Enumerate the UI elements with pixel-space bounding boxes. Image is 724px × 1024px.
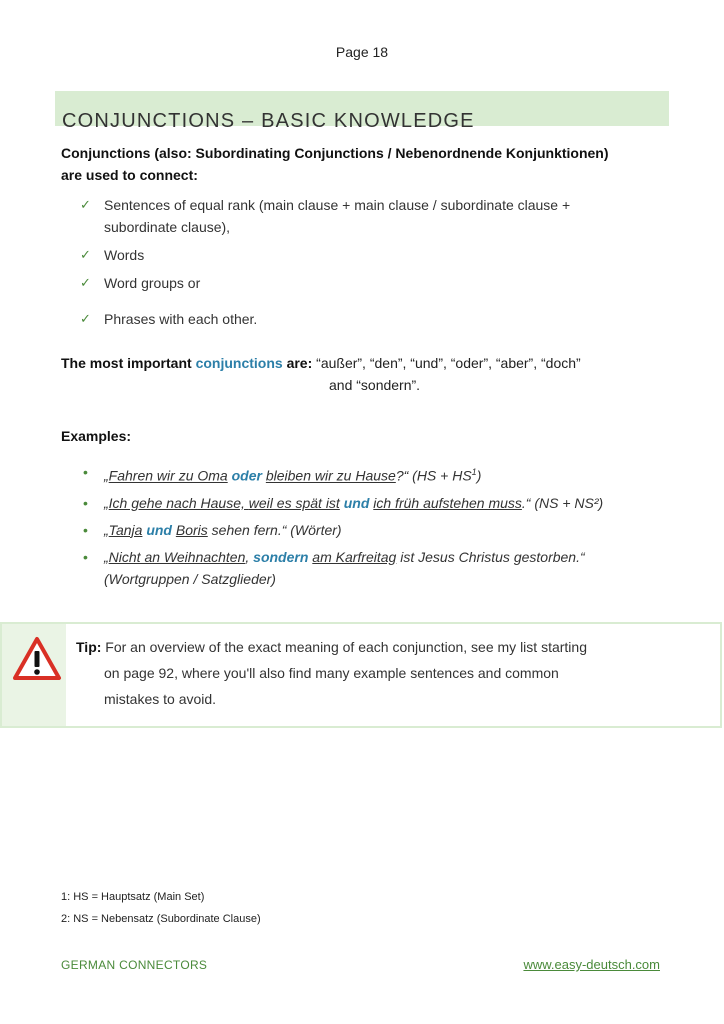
example-conjunction: oder — [231, 467, 262, 484]
footer-website-link[interactable]: www.easy-deutsch.com — [523, 957, 660, 972]
example-tail: .“ (NS + NS²) — [521, 494, 604, 511]
example-conjunction: und — [343, 494, 370, 511]
check-icon: ✓ — [80, 197, 91, 212]
tip-line-3: mistakes to avoid. — [104, 691, 217, 707]
intro-line-1: Conjunctions (also: Subordinating Conjunctions / Nebenordnende Konjunktionen) — [61, 145, 609, 161]
example-tail: ist Jesus Christus gestorben.“ — [396, 548, 585, 565]
quote-open: „ — [104, 521, 109, 538]
example-clause: Nicht an Weihnachten — [108, 548, 246, 565]
example-clause: am Karfreitag — [312, 548, 397, 565]
example-clause: Boris — [175, 521, 208, 538]
warning-icon — [12, 636, 62, 682]
examples-list — [80, 461, 680, 595]
tip-icon-panel — [2, 624, 66, 726]
quote-open: „ — [104, 467, 109, 484]
important-lead — [61, 355, 312, 371]
check-icon: ✓ — [80, 311, 91, 326]
quote-open: „ — [104, 548, 109, 565]
tip-text — [76, 634, 676, 712]
lead-accent: conjunctions — [195, 355, 283, 371]
bullet-icon: • — [83, 521, 88, 538]
footnote-ref: 1 — [471, 467, 477, 477]
example-end: ) — [476, 467, 482, 484]
list-item-text: Word groups or — [104, 275, 201, 291]
page-number: Page 18 — [335, 44, 389, 60]
section-title: CONJUNCTIONS – BASIC KNOWLEDGE — [62, 110, 475, 133]
example-tail: ?“ (HS + HS — [395, 467, 472, 484]
tip-box — [0, 622, 722, 728]
example-clause: Tanja — [108, 521, 143, 538]
intro-paragraph — [61, 142, 661, 186]
list-item-text-cont: subordinate clause), — [104, 219, 231, 235]
list-item-text: Phrases with each other. — [104, 311, 258, 327]
footnote-2: 2: NS = Nebensatz (Subordinate Clause) — [61, 913, 261, 925]
footer-title: GERMAN CONNECTORS — [61, 958, 208, 972]
connect-list — [80, 194, 660, 330]
example-item — [80, 519, 680, 541]
example-item — [80, 461, 680, 487]
example-tail: sehen fern.“ (Wörter) — [207, 521, 342, 538]
list-item — [80, 194, 660, 238]
bullet-icon: • — [83, 548, 88, 565]
tip-label: Tip: — [76, 639, 102, 655]
example-annotation: (Wortgruppen / Satzglieder) — [104, 570, 276, 587]
lead-text-b: are: — [282, 355, 313, 371]
examples-heading: Examples: — [61, 428, 132, 444]
tip-line-1: For an overview of the exact meaning of each conjunction, see my list starting — [101, 639, 587, 655]
check-icon: ✓ — [80, 275, 91, 290]
example-item — [80, 492, 680, 514]
example-clause: weil es spät ist — [248, 494, 340, 511]
list-item — [80, 244, 660, 266]
lead-text-a: The most important — [61, 355, 196, 371]
example-conjunction: sondern — [253, 548, 309, 565]
section-title-band — [55, 91, 669, 133]
list-item — [80, 308, 660, 330]
important-conjunctions — [61, 352, 681, 396]
footnote-1: 1: HS = Hauptsatz (Main Set) — [61, 891, 205, 903]
intro-line-2: are used to connect: — [61, 167, 198, 183]
example-clause: Ich gehe nach Hause, — [108, 494, 249, 511]
list-item-text: Words — [104, 247, 145, 263]
conjunction-list-line-2: and “sondern”. — [329, 377, 421, 393]
tip-line-2: on page 92, where you'll also find many example sentences and common — [104, 665, 559, 681]
example-conjunction: und — [146, 521, 172, 538]
bullet-icon: • — [83, 494, 88, 511]
conjunction-list-line-1: “außer”, “den”, “und”, “oder”, “aber”, “doch” — [312, 355, 581, 371]
example-clause: Fahren wir zu Oma — [108, 467, 228, 484]
example-clause: ich früh aufstehen muss — [373, 494, 522, 511]
example-item — [80, 546, 680, 590]
check-icon: ✓ — [80, 247, 91, 262]
list-item — [80, 272, 660, 294]
list-item-text: Sentences of equal rank (main clause + main clause / subordinate clause + — [104, 197, 571, 213]
bullet-icon: • — [83, 464, 88, 480]
quote-open: „ — [104, 494, 109, 511]
example-clause: bleiben wir zu Hause — [265, 467, 396, 484]
example-comma: , — [245, 548, 254, 565]
